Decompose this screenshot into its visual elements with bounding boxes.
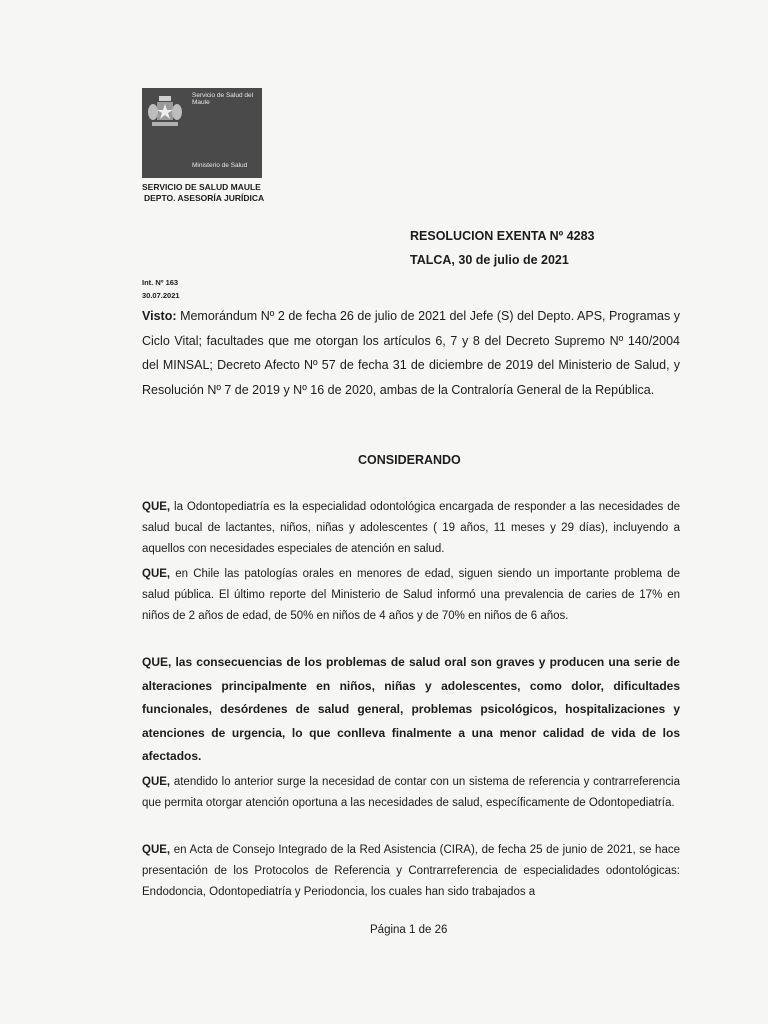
considerando-item <box>142 564 680 627</box>
considerando-label: QUE, <box>142 844 171 856</box>
org-department: DEPTO. ASESORÍA JURÍDICA <box>144 193 265 203</box>
considerando-item <box>142 840 680 903</box>
visto-paragraph <box>142 304 680 402</box>
considerando-label: QUE, <box>142 776 171 788</box>
considerando-text: las consecuencias de los problemas de salud oral son graves y producen una serie de alteraciones principalmente en niños, niñas y adolescentes, como dolor, dificultades funcionales, desórdenes de salud general, problemas psicológicos, hospitalizaciones y atenciones de urgencia, lo que conlleva finalmente a una menor calidad de vida de los afectados. <box>142 655 680 763</box>
considerando-label: QUE, <box>142 655 172 669</box>
resolution-title: RESOLUCION EXENTA Nº 4283 <box>410 229 595 243</box>
visto-text: Memorándum Nº 2 de fecha 26 de julio de 2021 del Jefe (S) del Depto. APS, Programas y Ciclo Vital; facultades que me otorgan los artículos 6, 7 y 8 del Decreto Supremo Nº 140/2004 del MINSAL; Decreto Afecto Nº 57 de fecha 31 de diciembre de 2019 del Ministerio de Salud, y Resolución Nº 7 de 2019 y Nº 16 de 2020, ambas de la Contraloría General de la República. <box>142 309 680 397</box>
considerando-text: en Chile las patologías orales en menores de edad, siguen siendo un importante problema de salud pública. El último reporte del Ministerio de Salud informó una prevalencia de caries de 17% en niños de 2 años de edad, de 50% en niños de 4 años y de 70% en niños de 6 años. <box>142 568 680 622</box>
considerando-text: en Acta de Consejo Integrado de la Red Asistencia (CIRA), de fecha 25 de junio de 2021, se hace presentación de los Protocolos de Referencia y Contrarreferencia de especialidades odontológicas: Endodoncia, Odontopediatría y Periodoncia, los cuales han sido trabajados a <box>142 844 680 898</box>
org-name: SERVICIO DE SALUD MAULE <box>142 182 261 192</box>
coat-of-arms-icon <box>148 94 182 130</box>
internal-date: 30.07.2021 <box>142 291 180 300</box>
considerando-item <box>142 497 680 560</box>
visto-label: Visto: <box>142 309 177 323</box>
organization-block <box>142 182 264 204</box>
section-heading: CONSIDERANDO <box>358 453 461 467</box>
resolution-place-date: TALCA, 30 de julio de 2021 <box>410 253 569 267</box>
page-number: Página 1 de 26 <box>370 924 448 936</box>
considerando-item <box>142 772 680 814</box>
logo-ministry-name: Ministerio de Salud <box>192 162 248 169</box>
considerando-label: QUE, <box>142 501 171 513</box>
considerando-label: QUE, <box>142 568 171 580</box>
considerando-text: atendido lo anterior surge la necesidad de contar con un sistema de referencia y contrarreferencia que permita otorgar atención oportuna a las necesidades de salud, específicamente de Odontopediatría. <box>142 776 681 809</box>
logo-service-name: Servicio de Salud del Maule <box>192 92 254 106</box>
institution-logo <box>142 88 262 178</box>
internal-number: Int. Nº 163 <box>142 278 179 287</box>
considerando-text: la Odontopediatría es la especialidad odontológica encargada de responder a las necesidades de salud bucal de lactantes, niños, niñas y adolescentes ( 19 años, 11 meses y 29 días), incluyendo a aquellos con necesidades especiales de atención en salud. <box>142 501 680 555</box>
internal-number-block <box>142 276 180 302</box>
considerando-item <box>142 651 680 769</box>
